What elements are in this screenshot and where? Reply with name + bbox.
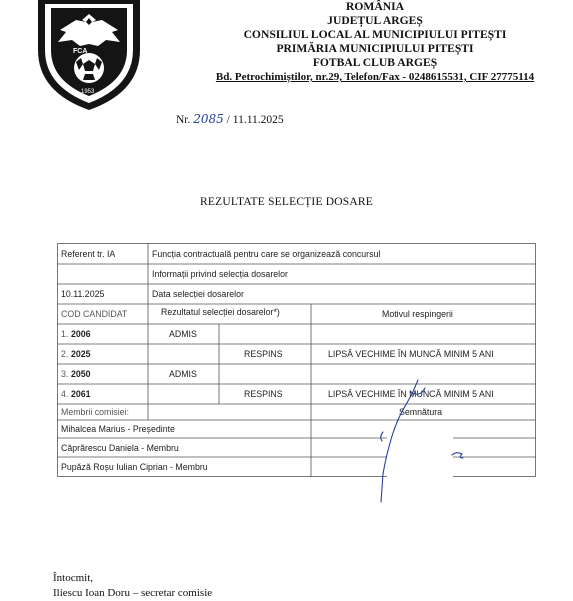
candidate-code: 2025 <box>71 349 91 359</box>
header-country: ROMÂNIA <box>346 0 404 13</box>
result-respins: RESPINS <box>244 349 283 359</box>
row-number: 2. <box>61 349 69 359</box>
nr-handwritten-number: 2085 <box>193 112 224 126</box>
nr-prefix: Nr. <box>176 114 191 126</box>
header-county: JUDEȚUL ARGEȘ <box>327 14 423 27</box>
row-number: 1. <box>61 329 69 339</box>
result-admis: ADMIS <box>169 369 197 379</box>
nr-date: / 11.11.2025 <box>226 114 284 126</box>
prepared-by <box>53 571 212 601</box>
function-label-cell: Funcția contractuală pentru care se organizează concursul <box>152 249 381 259</box>
row-number: 3. <box>61 369 69 379</box>
prepared-by-name: Iliescu Ioan Doru – secretar comisie <box>53 587 213 599</box>
logo-year: 1953 <box>81 89 95 95</box>
candidate-code: 2006 <box>71 329 91 339</box>
candidate-code: 2061 <box>71 389 91 399</box>
rejection-reason: LIPSĂ VECHIME ÎN MUNCĂ MINIM 5 ANI <box>328 349 494 359</box>
referent-cell: Referent tr. IA <box>61 249 116 259</box>
logo-text: FCA <box>73 48 88 55</box>
signature-label: Semnătura <box>399 407 443 417</box>
result-admis: ADMIS <box>169 329 197 339</box>
header-club: FOTBAL CLUB ARGEȘ <box>312 56 438 69</box>
member-2: Pupăză Roșu Iulian Ciprian - Membru <box>61 462 208 472</box>
result-respins: RESPINS <box>244 389 283 399</box>
candidate-code: 2050 <box>71 369 91 379</box>
selection-date-label: Data selecției dosarelor <box>152 289 244 299</box>
header-city-hall: PRIMĂRIA MUNICIPIULUI PITEȘTI <box>276 42 474 55</box>
column-header-cod: COD CANDIDAT <box>61 309 128 319</box>
member-president: Mihalcea Marius - Președinte <box>61 424 175 434</box>
header-address: Bd. Petrochimiștilor, nr.29, Telefon/Fax - 0248615531, CIF 27775114 <box>215 71 535 83</box>
column-header-motiv: Motivul respingerii <box>382 309 453 319</box>
column-header-rezultat: Rezultatul selecției dosarelor*) <box>161 307 280 317</box>
commission-members-label: Membrii comisiei: <box>61 407 129 417</box>
header-council: CONSILIUL LOCAL AL MUNICIPIULUI PITEȘTI <box>243 28 507 41</box>
row-number: 4. <box>61 389 69 399</box>
member-1: Căprărescu Daniela - Membru <box>61 443 179 453</box>
info-label-cell: Informații privind selecția dosarelor <box>152 269 288 279</box>
selection-date-value: 10.11.2025 <box>61 289 105 299</box>
rejection-reason: LIPSĂ VECHIME ÎN MUNCĂ MINIM 5 ANI <box>328 389 494 399</box>
document-title: REZULTATE SELECȚIE DOSARE <box>200 196 373 208</box>
prepared-by-label: Întocmit, <box>53 572 94 584</box>
